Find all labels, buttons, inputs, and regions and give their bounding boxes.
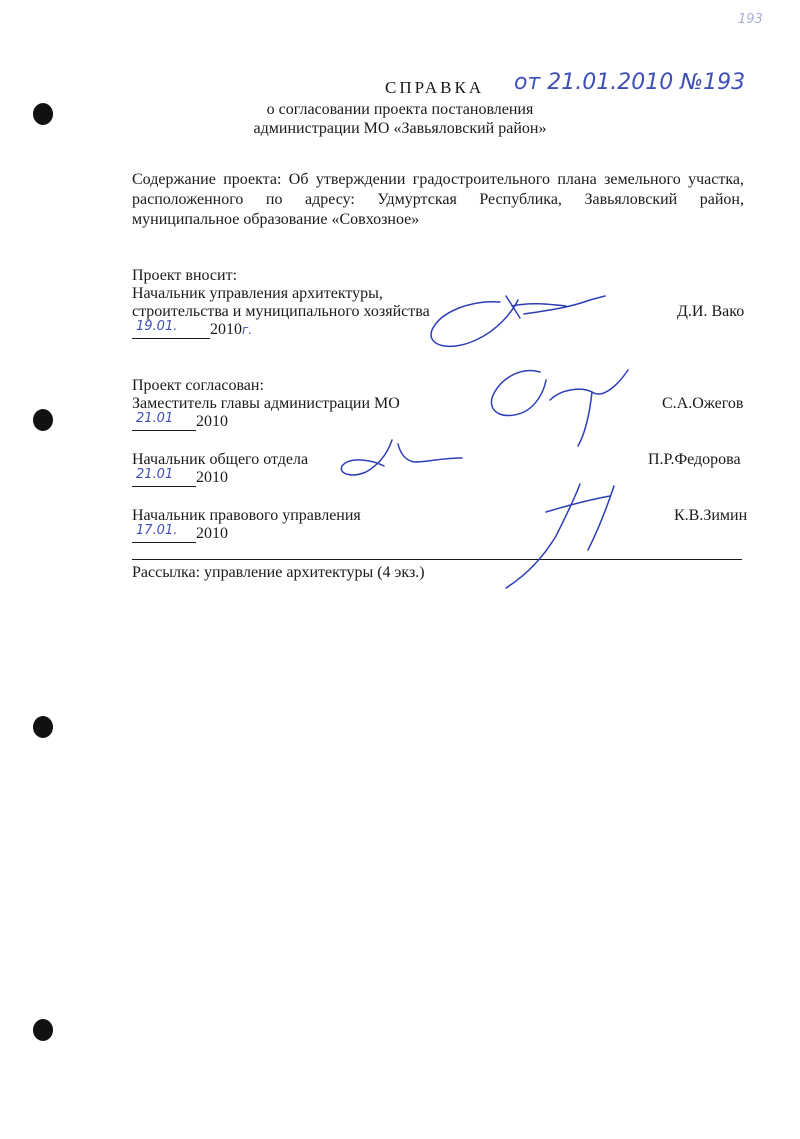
corner-page-mark: 193 — [738, 12, 763, 27]
handwritten-registration-number: от 21.01.2010 №193 — [514, 70, 746, 95]
signature-ozhegov — [491, 370, 628, 446]
date-year: 2010 — [196, 469, 228, 486]
signatory-position: Начальник правового управления — [132, 507, 361, 524]
date-year: 2010 — [196, 525, 228, 542]
introducer-position-line-1: Начальник управления архитектуры, — [132, 285, 383, 302]
approval-heading: Проект согласован: — [132, 377, 264, 394]
introducer-position-line-2: строительства и муниципального хозяйства — [132, 303, 430, 320]
document-title: СПРАВКА — [385, 78, 485, 97]
distribution-list: Рассылка: управление архитектуры (4 экз.) — [132, 564, 425, 581]
subtitle-line-1: о согласовании проекта постановления — [266, 101, 534, 118]
handwritten-date: 17.01. — [136, 523, 178, 538]
project-content: Содержание проекта: Об утверждении градостроительного плана земельного участка, расположенного по адресу: Удмуртская Республика, Завьяловский район, муниципальное образование «Совхозное» — [132, 171, 744, 228]
handwritten-date: 21.01 — [136, 467, 174, 482]
signatory-position: Заместитель главы администрации МО — [132, 395, 400, 412]
date-year: 2010 — [196, 413, 228, 430]
signature-vako — [431, 296, 605, 346]
subtitle-line-2: администрации МО «Завьяловский район» — [253, 120, 547, 137]
signatory-name: К.В.Зимин — [674, 507, 748, 524]
signatory-name: П.Р.Федорова — [648, 451, 741, 468]
signatory-name: С.А.Ожегов — [662, 395, 744, 412]
handwritten-date: 21.01 — [136, 411, 174, 426]
handwritten-date: 19.01. — [136, 319, 178, 334]
signature-fedorova — [341, 440, 462, 475]
signature-zimin — [506, 484, 614, 588]
handwritten-g: г. — [242, 323, 253, 337]
introducer-heading: Проект вносит: — [132, 267, 238, 284]
introducer-name: Д.И. Вако — [677, 303, 745, 320]
date-year: 2010 — [210, 321, 242, 338]
signatory-position: Начальник общего отдела — [132, 451, 309, 468]
